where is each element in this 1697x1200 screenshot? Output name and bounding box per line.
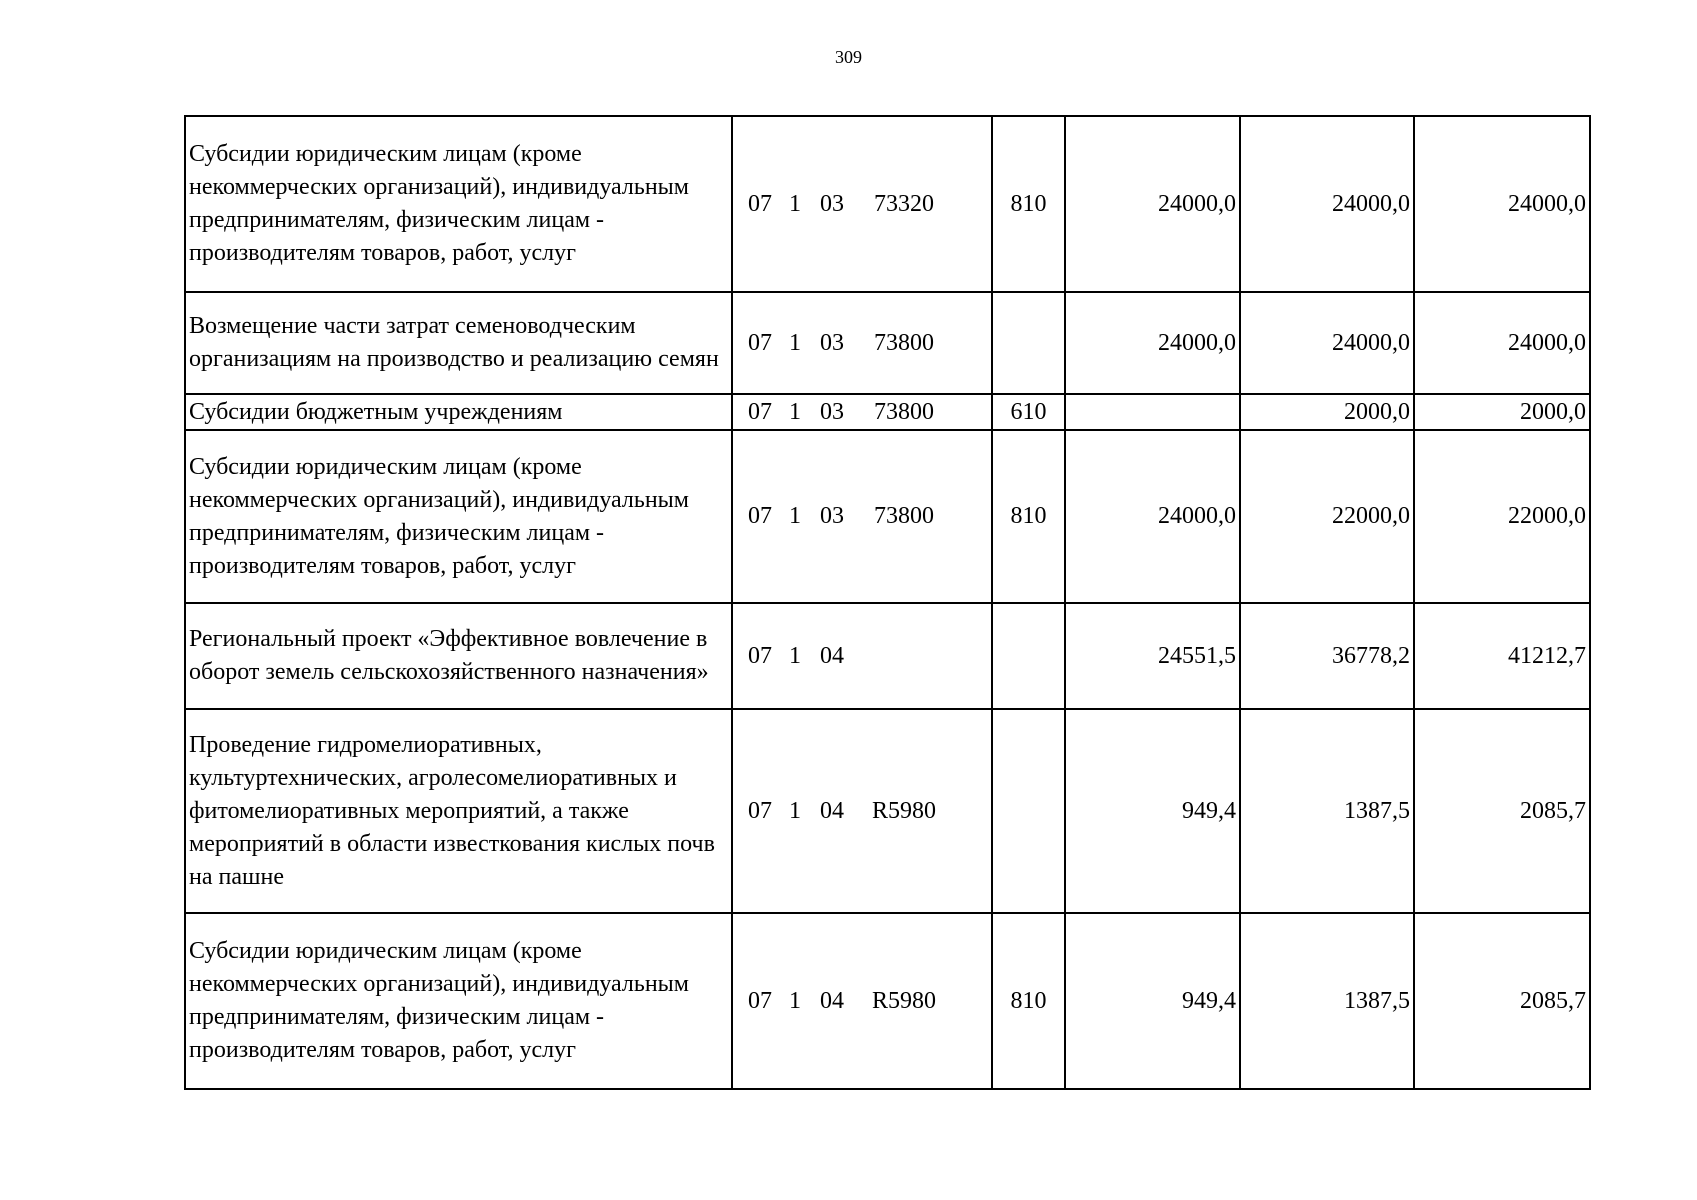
row-sum-3: 2085,7 xyxy=(1414,709,1590,913)
code-subprogram: 03 xyxy=(820,190,844,217)
row-expense-type xyxy=(992,603,1065,709)
code-program: 1 xyxy=(789,398,801,425)
row-expense-type xyxy=(992,292,1065,394)
code-subprogram: 04 xyxy=(820,642,844,669)
row-code xyxy=(732,116,992,292)
row-name: Возмещение части затрат семеноводческим организациям на производство и реализацию семян xyxy=(185,292,732,394)
code-direction: R5980 xyxy=(871,797,936,824)
row-expense-type xyxy=(992,709,1065,913)
code-section: 07 xyxy=(748,987,772,1014)
table-row xyxy=(185,709,1590,913)
code-section: 07 xyxy=(748,190,772,217)
table-row xyxy=(185,394,1590,430)
code-program: 1 xyxy=(789,329,801,356)
code-direction: 73800 xyxy=(874,503,934,529)
row-sum-3: 22000,0 xyxy=(1414,430,1590,603)
code-program: 1 xyxy=(789,190,801,217)
row-code xyxy=(732,430,992,603)
row-sum-1: 949,4 xyxy=(1065,913,1240,1089)
row-sum-1: 949,4 xyxy=(1065,709,1240,913)
code-program: 1 xyxy=(789,503,801,529)
row-name: Субсидии бюджетным учреждениям xyxy=(185,394,732,430)
row-sum-2: 24000,0 xyxy=(1240,292,1414,394)
code-subprogram: 04 xyxy=(820,987,844,1014)
row-sum-1: 24000,0 xyxy=(1065,430,1240,603)
row-name: Региональный проект «Эффективное вовлечение в оборот земель сельскохозяйственного назначения» xyxy=(185,603,732,709)
row-sum-3: 41212,7 xyxy=(1414,603,1590,709)
code-program: 1 xyxy=(789,987,801,1014)
row-expense-type: 810 xyxy=(992,116,1065,292)
row-sum-2: 1387,5 xyxy=(1240,913,1414,1089)
budget-table xyxy=(184,115,1591,1090)
code-program: 1 xyxy=(789,642,801,669)
row-expense-type: 810 xyxy=(992,913,1065,1089)
code-direction: 73320 xyxy=(874,190,934,217)
row-name: Проведение гидромелиоративных, культуртехнических, агролесомелиоративных и фитомелиоративных мероприятий, а также мероприятий в области известкования кислых почв на пашне xyxy=(185,709,732,913)
row-name: Субсидии юридическим лицам (кроме некоммерческих организаций), индивидуальным предпринимателям, физическим лицам - производителям товаров, работ, услуг xyxy=(185,116,732,292)
code-subprogram: 03 xyxy=(820,329,844,356)
row-expense-type: 610 xyxy=(992,394,1065,430)
row-sum-2: 22000,0 xyxy=(1240,430,1414,603)
code-subprogram: 03 xyxy=(820,398,844,425)
row-name: Субсидии юридическим лицам (кроме некоммерческих организаций), индивидуальным предпринимателям, физическим лицам - производителям товаров, работ, услуг xyxy=(185,913,732,1089)
table-row xyxy=(185,292,1590,394)
code-section: 07 xyxy=(748,329,772,356)
row-name: Субсидии юридическим лицам (кроме некоммерческих организаций), индивидуальным предпринимателям, физическим лицам - производителям товаров, работ, услуг xyxy=(185,430,732,603)
code-direction: 73800 xyxy=(874,398,934,425)
row-sum-3: 2085,7 xyxy=(1414,913,1590,1089)
row-sum-1: 24000,0 xyxy=(1065,292,1240,394)
row-sum-1: 24551,5 xyxy=(1065,603,1240,709)
row-expense-type: 810 xyxy=(992,430,1065,603)
row-sum-3: 2000,0 xyxy=(1414,394,1590,430)
table-row xyxy=(185,116,1590,292)
table-row xyxy=(185,430,1590,603)
row-sum-3: 24000,0 xyxy=(1414,292,1590,394)
code-subprogram: 03 xyxy=(820,503,844,529)
row-code xyxy=(732,709,992,913)
code-section: 07 xyxy=(748,642,772,669)
page-number: 309 xyxy=(835,47,862,67)
row-sum-2: 2000,0 xyxy=(1240,394,1414,430)
row-code xyxy=(732,292,992,394)
code-direction: 73800 xyxy=(874,329,934,356)
table-row xyxy=(185,913,1590,1089)
code-section: 07 xyxy=(748,398,772,425)
row-sum-2: 36778,2 xyxy=(1240,603,1414,709)
table-row xyxy=(185,603,1590,709)
row-sum-3: 24000,0 xyxy=(1414,116,1590,292)
code-program: 1 xyxy=(789,797,801,824)
code-direction: R5980 xyxy=(871,987,936,1014)
row-code xyxy=(732,394,992,430)
row-sum-2: 24000,0 xyxy=(1240,116,1414,292)
row-sum-1 xyxy=(1065,394,1240,430)
code-section: 07 xyxy=(748,797,772,824)
code-section: 07 xyxy=(748,503,772,529)
row-sum-2: 1387,5 xyxy=(1240,709,1414,913)
row-sum-1: 24000,0 xyxy=(1065,116,1240,292)
code-subprogram: 04 xyxy=(820,797,844,824)
row-code xyxy=(732,603,992,709)
row-code xyxy=(732,913,992,1089)
